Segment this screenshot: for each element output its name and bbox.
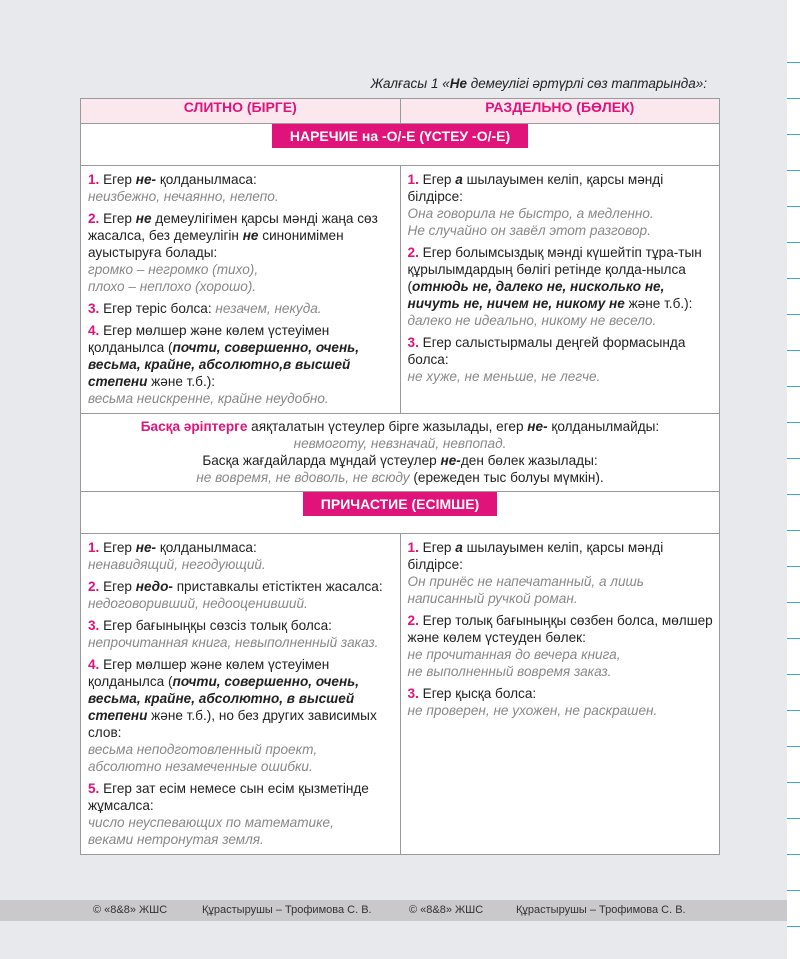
rule-item: 3. Егер бағыныңқы сөзсіз толық болса: непрочитанная книга, невыполненный заказ. bbox=[88, 618, 379, 650]
rule-item: 3. Егер салыстырмалы деңгей формасында болса: не хуже, не меньше, не легче. bbox=[407, 335, 686, 384]
section2-right-cell bbox=[400, 534, 719, 855]
ruler-tick bbox=[787, 638, 800, 639]
rule-item: 4. Егер мөлшер және көлем үстеуімен қолданылса (почти, совершенно, очень, весьма, крайне, абсолютно,в высшей степени және т.б.): весьма неискренне, крайне неудобно. bbox=[88, 323, 360, 406]
section1-right-cell bbox=[400, 166, 719, 414]
ruler-tick bbox=[787, 350, 800, 351]
ruler-tick bbox=[787, 458, 800, 459]
rule-item: 3. Егер қысқа болса: не проверен, не ухожен, не раскрашен. bbox=[407, 686, 658, 718]
ruler-tick bbox=[787, 854, 800, 855]
footer-author: Құрастырушы – Трофимова С. В. bbox=[516, 904, 686, 916]
rule-item: 3. Егер теріс болса: незачем, некуда. bbox=[88, 301, 322, 316]
ruler-tick bbox=[787, 170, 800, 171]
rule-item: 5. Егер зат есім немесе сын есім қызметінде жұмсалса: число неуспевающих по математике, веками нетронутая земля. bbox=[88, 781, 369, 847]
ruler-tick bbox=[787, 206, 800, 207]
ruler-tick bbox=[787, 530, 800, 531]
rule-item: 2. Егер толық бағыныңқы сөзбен болса, мөлшер және көлем үстеуден бөлек: не прочитанная до вечера книга, не выполненный вовремя заказ. bbox=[407, 613, 713, 679]
section2-banner-row bbox=[81, 492, 720, 534]
ruler-tick bbox=[787, 386, 800, 387]
ruler-tick bbox=[787, 494, 800, 495]
header-right: РАЗДЕЛЬНО (БӨЛЕК) bbox=[400, 99, 719, 124]
ruler-tick bbox=[787, 890, 800, 891]
header-left: СЛИТНО (БІРГЕ) bbox=[81, 99, 401, 124]
rule-item: 2. Егер недо- приставкалы етістіктен жасалса: недоговоривший, недооценивший. bbox=[88, 579, 383, 611]
rule-item: 1. Егер не- қолданылмаса: ненавидящий, негодующий. bbox=[88, 540, 266, 572]
ruler-tick bbox=[787, 242, 800, 243]
section2-title: ПРИЧАСТИЕ (ЕСІМШЕ) bbox=[303, 492, 497, 516]
ruler-tick bbox=[787, 422, 800, 423]
footer-copyright: © «8&8» ЖШС bbox=[409, 904, 484, 916]
rule-item: 1. Егер а шылауымен келіп, қарсы мәнді білдірсе: Он принёс не напечатанный, а лишь написанный ручкой роман. bbox=[407, 540, 664, 606]
section2-left-cell bbox=[81, 534, 401, 855]
footer-copyright: © «8&8» ЖШС bbox=[93, 904, 168, 916]
ruler-tick bbox=[787, 278, 800, 279]
page-edge-strip bbox=[787, 0, 800, 959]
rule-item: 2. Егер не демеулігімен қарсы мәнді жаңа сөз жасалса, без демеулігін не синонимімен ауыстыруға болады: громко – негромко (тихо), плохо – неплохо (хорошо). bbox=[88, 211, 378, 294]
ruler-tick bbox=[787, 782, 800, 783]
rule-item: 1. Егер не- қолданылмаса: неизбежно, нечаянно, нелепо. bbox=[88, 172, 279, 204]
ruler-tick bbox=[787, 602, 800, 603]
section1-left-cell bbox=[81, 166, 401, 414]
ruler-tick bbox=[787, 674, 800, 675]
section1-title: НАРЕЧИЕ на -О/-Е (ҮСТЕУ -О/-Е) bbox=[272, 124, 528, 148]
table-caption: Жалғасы 1 «Не демеулігі әртүрлі сөз таптарында»: bbox=[370, 76, 707, 91]
rule-item: 2. Егер болымсыздық мәнді күшейтіп тұра-тын құрылымдардың бөлігі ретінде қолда-нылса (отнюдь не, далеко не, нисколько не, ничуть не, ничем не, никому не және т.б.): далеко не идеально, никому не весело. bbox=[407, 245, 702, 328]
ruler-tick bbox=[787, 746, 800, 747]
ruler-tick bbox=[787, 926, 800, 927]
section1-note: Басқа әріптерге аяқталатын үстеулер бірге жазылады, егер не- қолданылмайды: невмоготу, невзначай, невпопад. Басқа жағдайларда мұндай үстеулер не-ден бөлек жазылады: не вовремя, не вдоволь, не всюду (ережеден тыс болуы мүмкін). bbox=[81, 414, 720, 492]
ruler-tick bbox=[787, 710, 800, 711]
ruler-tick bbox=[787, 566, 800, 567]
ruler-tick bbox=[787, 134, 800, 135]
footer-bar bbox=[0, 900, 787, 921]
rule-item: 4. Егер мөлшер және көлем үстеуімен қолданылса (почти, совершенно, очень, весьма, крайне, абсолютно, в высшей степени және т.б.), но без других зависимых слов: весьма неподготовленный проект, абсолютно незамеченные ошибки. bbox=[88, 657, 377, 774]
rules-table bbox=[80, 98, 720, 855]
ruler-tick bbox=[787, 98, 800, 99]
header-row bbox=[81, 99, 720, 124]
ruler-tick bbox=[787, 62, 800, 63]
ruler-tick bbox=[787, 314, 800, 315]
rule-item: 1. Егер а шылауымен келіп, қарсы мәнді білдірсе: Она говорила не быстро, а медленно. Не случайно он завёл этот разговор. bbox=[407, 172, 664, 238]
ruler-tick bbox=[787, 818, 800, 819]
footer-author: Құрастырушы – Трофимова С. В. bbox=[202, 904, 372, 916]
section1-banner-row bbox=[81, 124, 720, 166]
